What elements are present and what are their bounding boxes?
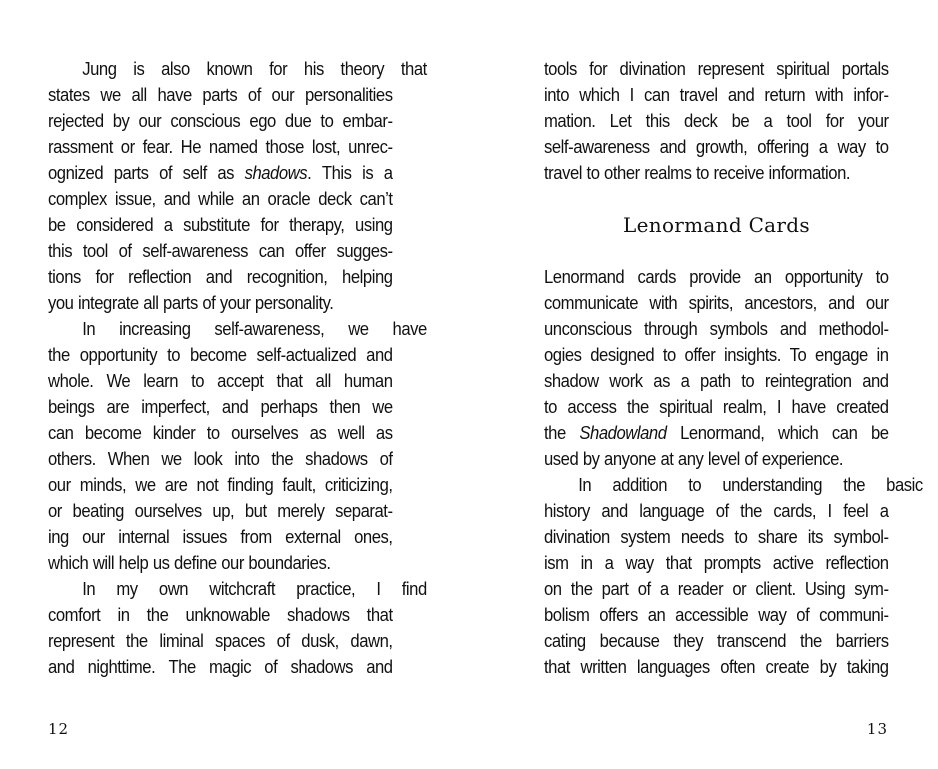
page-number-right: 13 — [866, 720, 888, 738]
text-line: and nighttime. The magic of shadows and — [48, 656, 393, 677]
text-line: be considered a substitute for therapy, using — [48, 214, 393, 235]
text-line: Lenormand cards provide an opportunity to — [544, 266, 889, 287]
text-line: self-awareness and growth, offering a way to — [544, 136, 889, 157]
text-line: states we all have parts of our personalities — [48, 84, 393, 105]
text-line: into which I can travel and return with infor- — [544, 84, 889, 105]
text-line: complex issue, and while an oracle deck can’t — [48, 188, 393, 209]
text-line: In increasing self-awareness, we have — [82, 318, 427, 339]
text-line: tions for reflection and recognition, helping — [48, 266, 393, 287]
text-line: ogies designed to offer insights. To engage in — [544, 344, 889, 365]
text-line: divination system needs to share its symbol- — [544, 526, 889, 547]
text-line: tools for divination represent spiritual portals — [544, 58, 889, 79]
text-line: ognized parts of self as shadows. This is a — [48, 162, 393, 183]
text-line: travel to other realms to receive information. — [544, 162, 851, 183]
text-line: history and language of the cards, I feel a — [544, 500, 889, 521]
right-page-body — [544, 56, 923, 680]
text-line: on the part of a reader or client. Using sym- — [544, 578, 889, 599]
text-line: represent the liminal spaces of dusk, dawn, — [48, 630, 393, 651]
text-line: can become kinder to ourselves as well as — [48, 422, 393, 443]
text-line: mation. Let this deck be a tool for your — [544, 110, 889, 131]
text-line: In my own witchcraft practice, I find — [82, 578, 427, 599]
left-page-body — [48, 56, 427, 680]
right-page-top-text — [544, 56, 889, 186]
text-line: others. When we look into the shadows of — [48, 448, 393, 469]
text-line: that written languages often create by taking — [544, 656, 889, 677]
text-line: the Shadowland Lenormand, which can be — [544, 422, 889, 443]
text-line: bolism offers an accessible way of communi- — [544, 604, 889, 625]
text-line: used by anyone at any level of experience. — [544, 448, 844, 469]
text-line: whole. We learn to accept that all human — [48, 370, 393, 391]
text-line: rassment or fear. He named those lost, unrec- — [48, 136, 393, 157]
text-line: or beating ourselves up, but merely separat- — [48, 500, 393, 521]
text-line: shadow work as a path to reintegration and — [544, 370, 889, 391]
text-line: Jung is also known for his theory that — [82, 58, 427, 79]
text-line: ing our internal issues from external ones, — [48, 526, 393, 547]
text-line: communicate with spirits, ancestors, and our — [544, 292, 889, 313]
text-line: you integrate all parts of your personality. — [48, 292, 334, 313]
text-line: rejected by our conscious ego due to embar- — [48, 110, 393, 131]
text-line: our minds, we are not finding fault, criticizing, — [48, 474, 393, 495]
right-page-bottom-text — [544, 264, 923, 680]
text-line: comfort in the unknowable shadows that — [48, 604, 393, 625]
section-heading: Lenormand Cards — [623, 213, 810, 237]
text-line: In addition to understanding the basic — [578, 474, 923, 495]
text-line: the opportunity to become self-actualized and — [48, 344, 393, 365]
page-number-left: 12 — [48, 720, 70, 738]
text-line: this tool of self-awareness can offer sugges- — [48, 240, 393, 261]
text-line: which will help us define our boundaries. — [48, 552, 331, 573]
text-line: to access the spiritual realm, I have created — [544, 396, 889, 417]
text-line: beings are imperfect, and perhaps then we — [48, 396, 393, 417]
text-line: cating because they transcend the barriers — [544, 630, 889, 651]
text-line: unconscious through symbols and methodol- — [544, 318, 889, 339]
text-line: ism in a way that prompts active reflection — [544, 552, 889, 573]
